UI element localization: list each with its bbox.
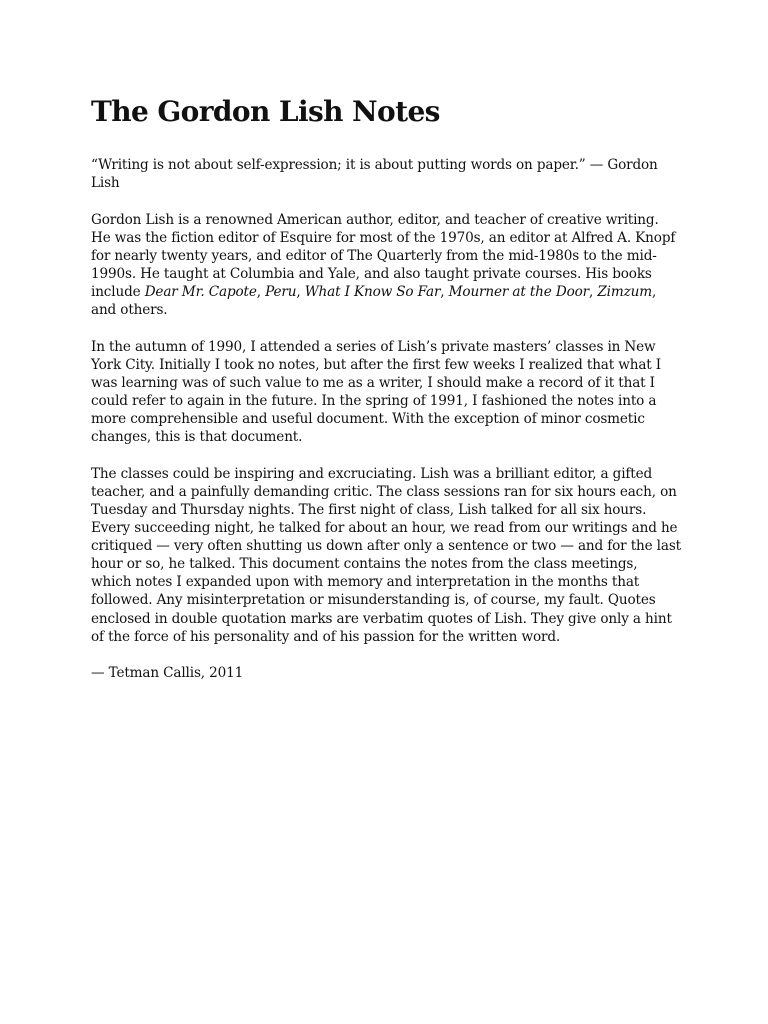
separator: ,	[589, 284, 598, 301]
book-title: Dear Mr. Capote	[144, 284, 257, 301]
separator: ,	[296, 284, 305, 301]
signature: — Tetman Callis, 2011	[91, 665, 244, 682]
separator: ,	[256, 284, 266, 301]
book-title: What I Know So Far	[304, 284, 441, 301]
classes-description-paragraph: The classes could be inspiring and excruciating. Lish was a brilliant editor, a gifted teacher, and a painfully demanding critic. The class sessions ran for six hours each, on Tuesday and Thursday nights. The first night of class, Lish talked for all six hours. Every succeeding night, he talked for about an hour, we read from our writings and he critiqued — very often shutting us down after only a sentence or two — and for the last hour or so, he talked. This document contains the notes from the class meetings, which notes I expanded upon with memory and interpretation in the months that followed. Any misinterpretation or misunderstanding is, of course, my fault. Quotes enclosed in double quotation marks are verbatim quotes of Lish. They give only a hint of the force of his personality and of his passion for the written word.	[91, 465, 681, 645]
separator: ,	[440, 284, 449, 301]
book-title: Zimzum	[597, 284, 652, 301]
document-page	[91, 94, 681, 701]
epigraph-quote: “Writing is not about self-expression; it is about putting words on paper.” — Gordon Lish	[91, 157, 658, 192]
bio-paragraph	[91, 211, 681, 320]
document-title: The Gordon Lish Notes	[91, 95, 440, 128]
bio-text: Gordon Lish is a renowned American author, editor, and teacher of creative writing. He was the fiction editor of Esquire for most of the 1970s, an editor at Alfred A. Knopf for nearly twenty years, and editor of The Quarterly from the mid-1980s to the mid-1990s. He taught at Columbia and Yale, and also taught private courses. His books include	[91, 211, 676, 301]
classes-paragraph: In the autumn of 1990, I attended a series of Lish’s private masters’ classes in New York City. Initially I took no notes, but after the first few weeks I realized that what I was learning was of such value to me as a writer, I should make a record of it that I could refer to again in the future. In the spring of 1991, I fashioned the notes into a more comprehensible and useful document. With the exception of minor cosmetic changes, this is that document.	[91, 338, 661, 446]
bio-text-end: , and others.	[91, 284, 657, 319]
book-title: Peru	[265, 284, 297, 301]
book-title: Mourner at the Door	[448, 284, 590, 301]
